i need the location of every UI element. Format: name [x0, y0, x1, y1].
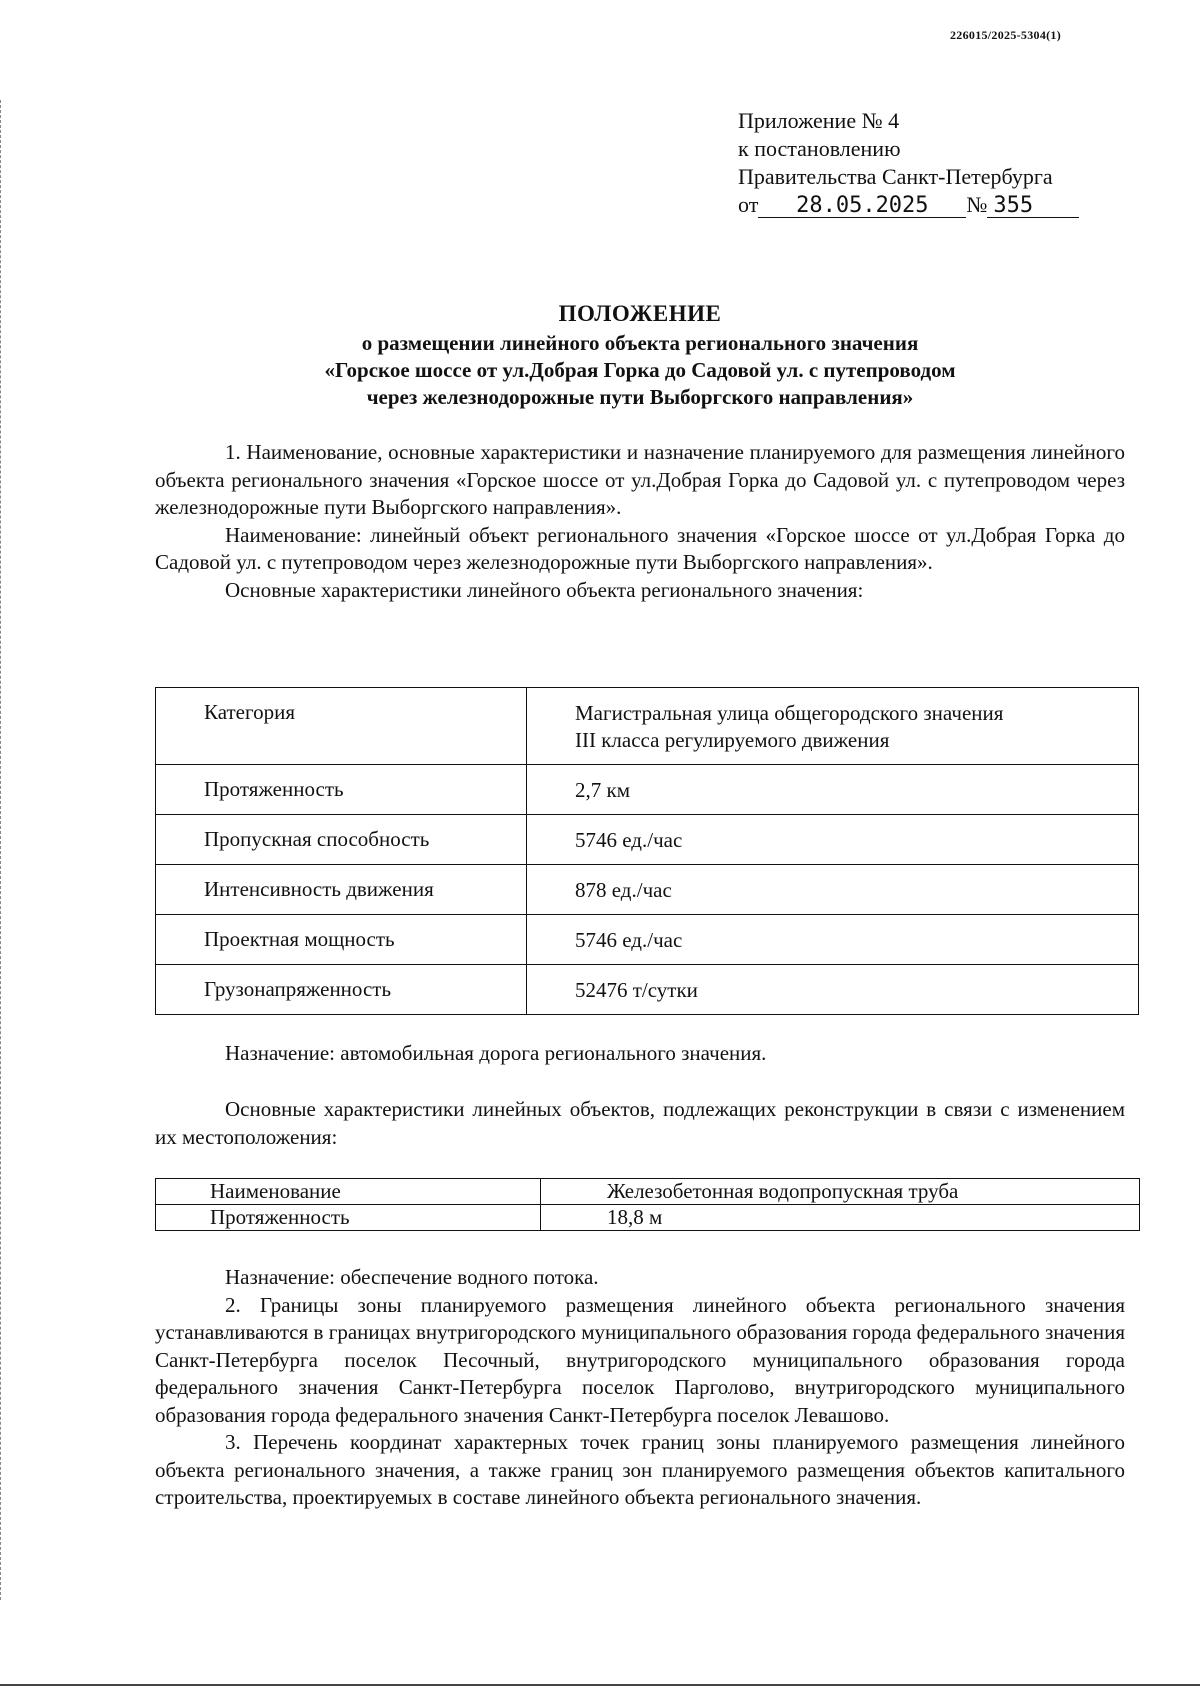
- table-row: [156, 865, 1139, 915]
- table-cell-value: 5746 ед./час: [527, 915, 1139, 965]
- section-2-text: 2. Границы зоны планируемого размещения линейного объекта регионального значения устанавливаются в границах внутригородского муниципального образования города федерального значения Санкт-Петербурга поселок Песочный, внутригородского муниципального образования города федерального значения Санкт-Петербурга поселок Парголово, внутригородского муниципального образования города федерального значения Санкт-Петербурга поселок Левашово.: [155, 1292, 1125, 1427]
- category-value-line-2: III класса регулируемого движения: [575, 728, 890, 752]
- table-cell-key: Интенсивность движения: [156, 865, 527, 915]
- table-cell-key: Пропускная способность: [156, 815, 527, 865]
- appendix-line-1: Приложение № 4: [738, 108, 900, 133]
- category-value-line-1: Магистральная улица общегородского значения: [575, 701, 1004, 725]
- title-main: ПОЛОЖЕНИЕ: [558, 301, 722, 326]
- table-row: [156, 815, 1139, 865]
- date-prefix: от: [738, 192, 759, 217]
- title-line-3: «Горское шоссе от ул.Добрая Горка до Садовой ул. с путепроводом: [324, 358, 956, 382]
- table-row: [156, 765, 1139, 815]
- scan-edge-marks: [0, 100, 5, 1600]
- table-cell-value: [527, 688, 1139, 765]
- registration-number: 226015/2025-5304(1): [950, 28, 1062, 42]
- decree-number: 355: [987, 195, 1079, 218]
- section-3-text: 3. Перечень координат характерных точек границ зоны планируемого размещения линейного объекта регионального значения, а также границ зон планируемого размещения объектов капитального строительства, проектируемых в составе линейного объекта регионального значения.: [155, 1430, 1125, 1509]
- appendix-block: [738, 107, 1079, 219]
- title-line-2: о размещении линейного объекта регионального значения: [361, 331, 919, 355]
- table-row: [156, 1205, 1140, 1231]
- appendix-line-3: Правительства Санкт-Петербурга: [738, 164, 1053, 189]
- sections-2-3: [155, 1264, 1125, 1512]
- scan-bottom-edge: [0, 1684, 1200, 1686]
- table-cell-value: Железобетонная водопропускная труба: [541, 1179, 1140, 1205]
- table-row: [156, 1179, 1140, 1205]
- appendix-line-2: к постановлению: [738, 136, 901, 161]
- table-cell-value: 18,8 м: [541, 1205, 1140, 1231]
- table-cell-key: Проектная мощность: [156, 915, 527, 965]
- appendix-date-line: [738, 191, 1079, 219]
- table-cell-key: Грузонапряженность: [156, 965, 527, 1015]
- table-row: [156, 965, 1139, 1015]
- document-title: [155, 298, 1125, 411]
- table-cell-key: Категория: [156, 688, 527, 765]
- table-cell-value: 878 ед./час: [527, 865, 1139, 915]
- section-1-name: Наименование: линейный объект регионального значения «Горское шоссе от ул.Добрая Горка до Садовой ул. с путепроводом через железнодорожные пути Выборгского направления».: [155, 522, 1125, 574]
- table-cell-key: Наименование: [156, 1179, 541, 1205]
- title-line-4: через железнодорожные пути Выборгского направления»: [366, 385, 914, 409]
- table-cell-value: 5746 ед./час: [527, 815, 1139, 865]
- number-sign: №: [966, 192, 988, 217]
- reconstruction-heading: [155, 1096, 1125, 1151]
- purpose-road: [155, 1040, 1125, 1068]
- section-1-chars-heading: Основные характеристики линейного объекта регионального значения:: [225, 577, 864, 602]
- decree-date: 28.05.2025: [758, 195, 966, 218]
- section-1-intro: 1. Наименование, основные характеристики и назначение планируемого для размещения линейного объекта регионального значения «Горское шоссе от ул.Добрая Горка до Садовой ул. с путепроводом через железнодорожные пути Выборгского направления».: [155, 440, 1125, 519]
- reconstruction-heading-text: Основные характеристики линейных объектов, подлежащих реконструкции в связи с изменением их местоположения:: [155, 1097, 1125, 1149]
- table-cell-value: 2,7 км: [527, 765, 1139, 815]
- table-cell-key: Протяженность: [156, 765, 527, 815]
- purpose-water-text: Назначение: обеспечение водного потока.: [225, 1265, 599, 1289]
- table-row: [156, 915, 1139, 965]
- section-1: [155, 439, 1125, 604]
- purpose-road-text: Назначение: автомобильная дорога регионального значения.: [225, 1041, 767, 1065]
- table-row: [156, 688, 1139, 765]
- table-cell-value: 52476 т/сутки: [527, 965, 1139, 1015]
- pipe-table: [155, 1178, 1140, 1231]
- characteristics-table: [155, 687, 1139, 1015]
- table-cell-key: Протяженность: [156, 1205, 541, 1231]
